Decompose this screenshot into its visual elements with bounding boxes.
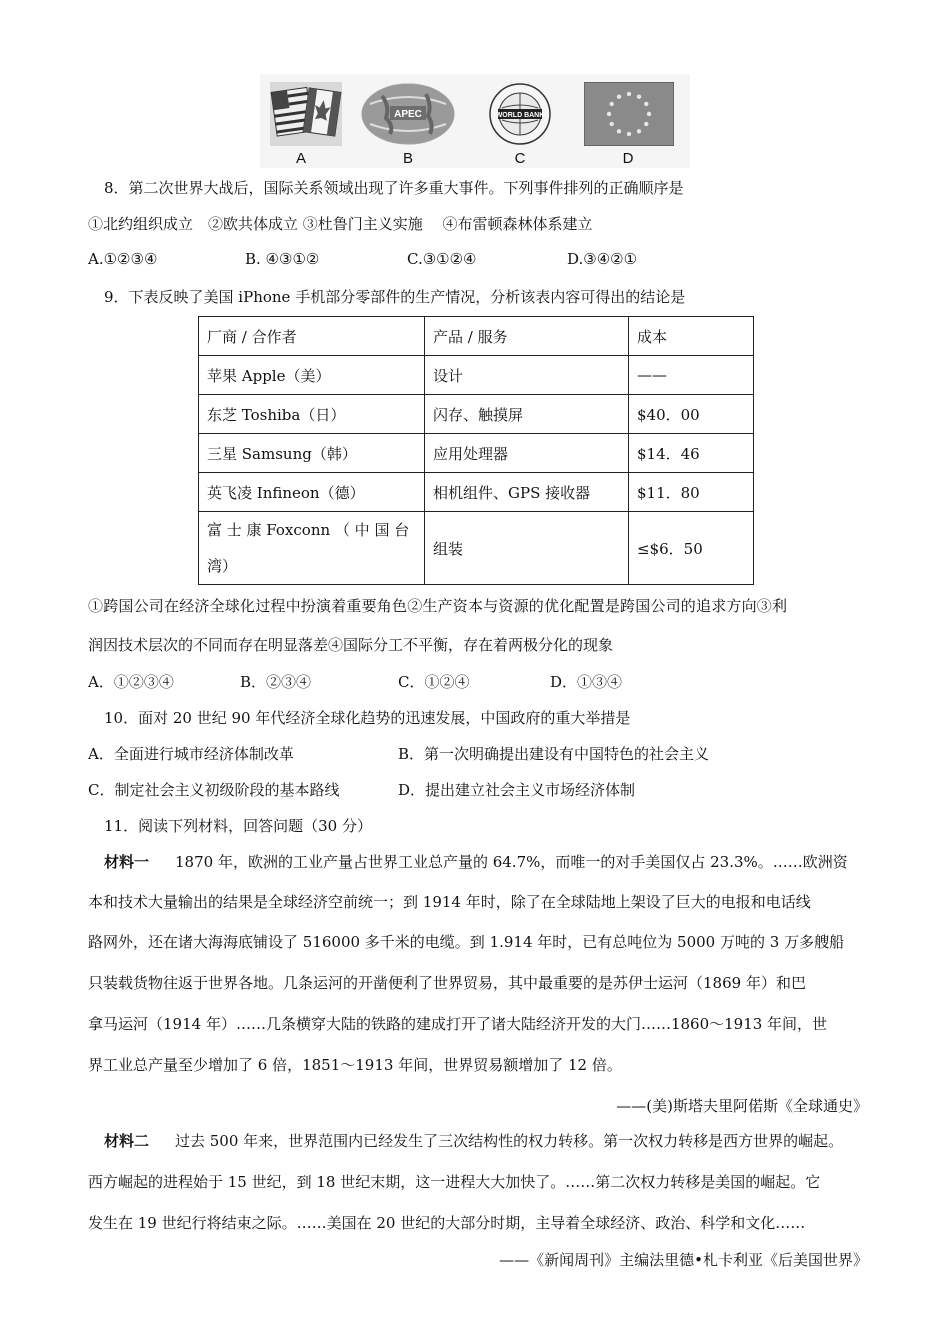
q8-items: ①北约组织成立 ②欧共体成立 ③杜鲁门主义实施 ④布雷顿森林体系建立 <box>88 215 593 233</box>
q10-option-b: B．第一次明确提出建设有中国特色的社会主义 <box>398 745 710 763</box>
table-row <box>199 473 754 512</box>
material-one-label: 材料一 <box>104 853 150 871</box>
q8-option-d: D.③④②① <box>567 250 638 268</box>
eu-star-icon <box>637 95 641 99</box>
table-header-cell: 厂商 / 合作者 <box>199 317 425 356</box>
q8-option-b: B. ④③①② <box>245 250 320 268</box>
table-cell: 设计 <box>425 356 629 395</box>
eu-star-icon <box>610 102 614 106</box>
q9-option-d: D．①③④ <box>550 673 623 691</box>
apec-logo-text: APEC <box>394 109 422 120</box>
material-two-line: 过去 500 年来，世界范围内已经发生了三次结构性的权力转移。第一次权力转移是西方世界的崛起。 <box>160 1132 844 1150</box>
table-cell: ≤$6．50 <box>629 512 754 585</box>
world-bank-logo-text: WORLD BANK <box>495 112 545 119</box>
eu-star-icon <box>644 102 648 106</box>
eu-flag-icon <box>584 82 674 146</box>
material-one-line: 本和技术大量输出的结果是全球经济空前统一；到 1914 年时，除了在全球陆地上架设了巨大的电报和电话线 <box>88 893 811 911</box>
material-two-label: 材料二 <box>104 1132 150 1150</box>
table-cell: 富 士 康 Foxconn （ 中 国 台 湾） <box>199 512 425 585</box>
material-one-source: ——(美)斯塔夫里阿偌斯《全球通史》 <box>616 1097 868 1115</box>
table-header-cell: 产品 / 服务 <box>425 317 629 356</box>
q10-stem: 10．面对 20 世纪 90 年代经济全球化趋势的迅速发展，中国政府的重大举措是 <box>104 709 631 727</box>
table-cell: $14．46 <box>629 434 754 473</box>
table-cell: 东芝 Toshiba（日） <box>199 395 425 434</box>
q8-stem: 8．第二次世界大战后，国际关系领域出现了许多重大事件。下列事件排列的正确顺序是 <box>104 179 684 197</box>
eu-star-icon <box>637 129 641 133</box>
material-two-line: 西方崛起的进程始于 15 世纪，到 18 世纪末期，这一进程大大加快了。……第二次权力转移是美国的崛起。它 <box>88 1173 821 1191</box>
q9-conclusion-line1: ①跨国公司在经济全球化过程中扮演着重要角色②生产资本与资源的优化配置是跨国公司的追求方向③利 <box>88 597 788 615</box>
q8-option-a: A.①②③④ <box>88 250 158 268</box>
table-cell: —— <box>629 356 754 395</box>
table-cell: 苹果 Apple（美） <box>199 356 425 395</box>
eu-star-icon <box>627 92 631 96</box>
table-header-cell: 成本 <box>629 317 754 356</box>
apec-logo-icon <box>360 82 456 146</box>
q9-option-a: A．①②③④ <box>88 673 174 691</box>
material-one-line: 1870 年，欧洲的工业产量占世界工业总产量的 64.7%，而唯一的对手美国仅占 23.3%。……欧洲资 <box>160 853 848 871</box>
logo-label-b: B <box>402 150 413 167</box>
eu-star-icon <box>627 132 631 136</box>
table-cell: 三星 Samsung（韩） <box>199 434 425 473</box>
q9-option-c: C．①②④ <box>398 673 470 691</box>
material-two-line: 发生在 19 世纪行将结束之际。……美国在 20 世纪的大部分时期，主导着全球经济、政治、科学和文化…… <box>88 1214 806 1232</box>
q11-stem: 11．阅读下列材料，回答问题（30 分） <box>104 817 372 835</box>
world-bank-seal-icon <box>482 82 558 146</box>
table-cell: 英飞凌 Infineon（德） <box>199 473 425 512</box>
material-one-line: 路网外，还在诸大海海底铺设了 516000 多千米的电缆。到 1.914 年时，已有总吨位为 5000 万吨的 3 万多艘船 <box>88 933 845 951</box>
eu-star-icon <box>607 112 611 116</box>
material-one-line: 拿马运河（1914 年）……几条横穿大陆的铁路的建成打开了诸大陆经济开发的大门……1860～1913 年间，世 <box>88 1015 828 1033</box>
q9-stem: 9．下表反映了美国 iPhone 手机部分零部件的生产情况，分析该表内容可得出的结论是 <box>104 288 686 306</box>
material-two-source: ——《新闻周刊》主编法里德•札卡利亚《后美国世界》 <box>499 1251 868 1269</box>
q8-option-c: C.③①②④ <box>407 250 477 268</box>
q10-option-c: C．制定社会主义初级阶段的基本路线 <box>88 781 340 799</box>
eu-star-icon <box>610 122 614 126</box>
material-one-line: 界工业总产量至少增加了 6 倍，1851～1913 年间，世界贸易额增加了 12 倍。 <box>88 1056 622 1074</box>
table-cell: 应用处理器 <box>425 434 629 473</box>
table-row <box>199 356 754 395</box>
us-canada-flag-icon <box>270 82 342 146</box>
eu-star-icon <box>644 122 648 126</box>
material-one-line: 只装载货物往返于世界各地。几条运河的开凿便利了世界贸易，其中最重要的是苏伊士运河（1869 年）和巴 <box>88 974 806 992</box>
table-header-row <box>199 317 754 356</box>
q10-option-a: A．全面进行城市经济体制改革 <box>88 745 294 763</box>
q9-option-b: B．②③④ <box>240 673 312 691</box>
eu-star-icon <box>617 129 621 133</box>
logo-label-d: D <box>622 150 634 167</box>
table-cell: $40．00 <box>629 395 754 434</box>
eu-star-icon <box>617 95 621 99</box>
q10-option-d: D．提出建立社会主义市场经济体制 <box>398 781 636 799</box>
table-row <box>199 434 754 473</box>
logo-label-a: A <box>295 150 306 167</box>
table-cell: 相机组件、GPS 接收器 <box>425 473 629 512</box>
table-cell: 闪存、触摸屏 <box>425 395 629 434</box>
table-cell: 组装 <box>425 512 629 585</box>
logo-label-c: C <box>514 150 526 167</box>
q9-conclusion-line2: 润因技术层次的不同而存在明显落差④国际分工不平衡，存在着两极分化的现象 <box>88 636 614 654</box>
table-row <box>199 512 754 585</box>
table-row <box>199 395 754 434</box>
iphone-parts-table <box>198 316 754 585</box>
table-cell: $11．80 <box>629 473 754 512</box>
eu-star-icon <box>647 112 651 116</box>
